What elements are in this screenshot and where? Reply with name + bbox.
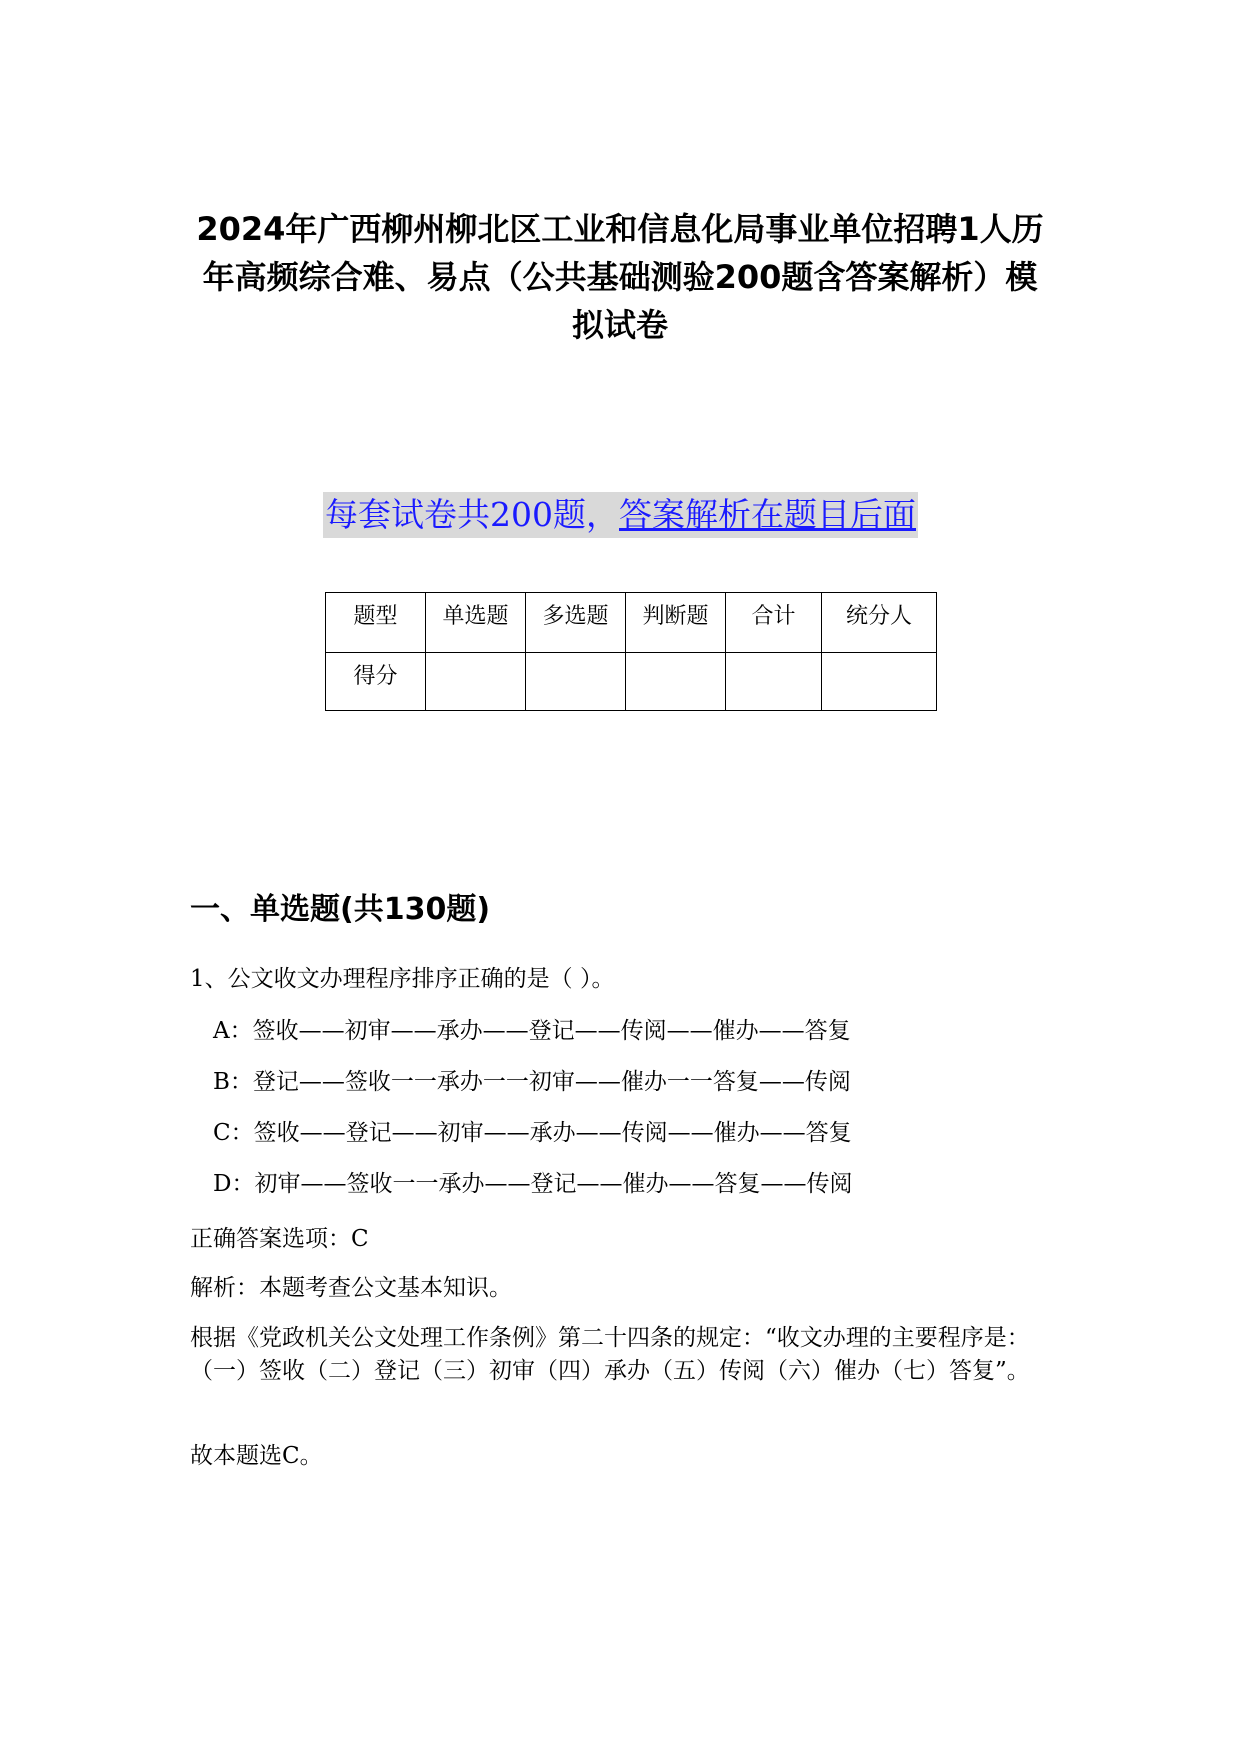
section-heading: 一、单选题(共130题) [190,892,491,927]
header-cell-multiple: 多选题 [526,593,626,653]
title-line-3: 拟试卷 [571,306,668,344]
document-title [185,205,1055,349]
notice-banner [323,492,918,538]
option-d: D：初审——签收一一承办——登记——催办——答复——传阅 [213,1171,853,1197]
option-b: B：登记——签收一一承办一一初审——催办一一答复——传阅 [213,1069,851,1095]
score-cell-total[interactable] [726,653,822,711]
score-table-header-row [326,593,937,653]
analysis-text: 解析：本题考查公文基本知识。 [190,1275,512,1301]
title-line-1: 2024年广西柳州柳北区工业和信息化局事业单位招聘1人历 [196,210,1044,248]
banner-row [0,492,1241,538]
option-c: C：签收——登记——初审——承办——传阅——催办——答复 [213,1120,852,1146]
header-cell-judge: 判断题 [626,593,726,653]
banner-link[interactable]: 答案解析在题目后面 [619,495,916,534]
basis-paragraph: 根据《党政机关公文处理工作条例》第二十四条的规定：“收文办理的主要程序是：（一）签收（二）登记（三）初审（四）承办（五）传阅（六）催办（七）答复”。 [190,1325,1030,1384]
header-cell-scorer: 统分人 [822,593,937,653]
header-cell-total: 合计 [726,593,822,653]
conclusion-text: 故本题选C。 [190,1443,323,1469]
option-a: A：签收——初审——承办——登记——传阅——催办——答复 [213,1018,851,1044]
score-row-label: 得分 [326,653,426,711]
banner-text: 每套试卷共200题， [325,495,619,534]
score-cell-single[interactable] [426,653,526,711]
score-cell-judge[interactable] [626,653,726,711]
score-cell-scorer[interactable] [822,653,937,711]
score-table-score-row [326,653,937,711]
title-line-2: 年高频综合难、易点（公共基础测验200题含答案解析）模 [202,258,1038,296]
score-cell-multiple[interactable] [526,653,626,711]
header-cell-type: 题型 [326,593,426,653]
question-stem: 1、公文收文办理程序排序正确的是（ ）。 [190,966,615,992]
score-table [325,592,937,711]
header-cell-single: 单选题 [426,593,526,653]
correct-answer: 正确答案选项：C [190,1226,369,1252]
